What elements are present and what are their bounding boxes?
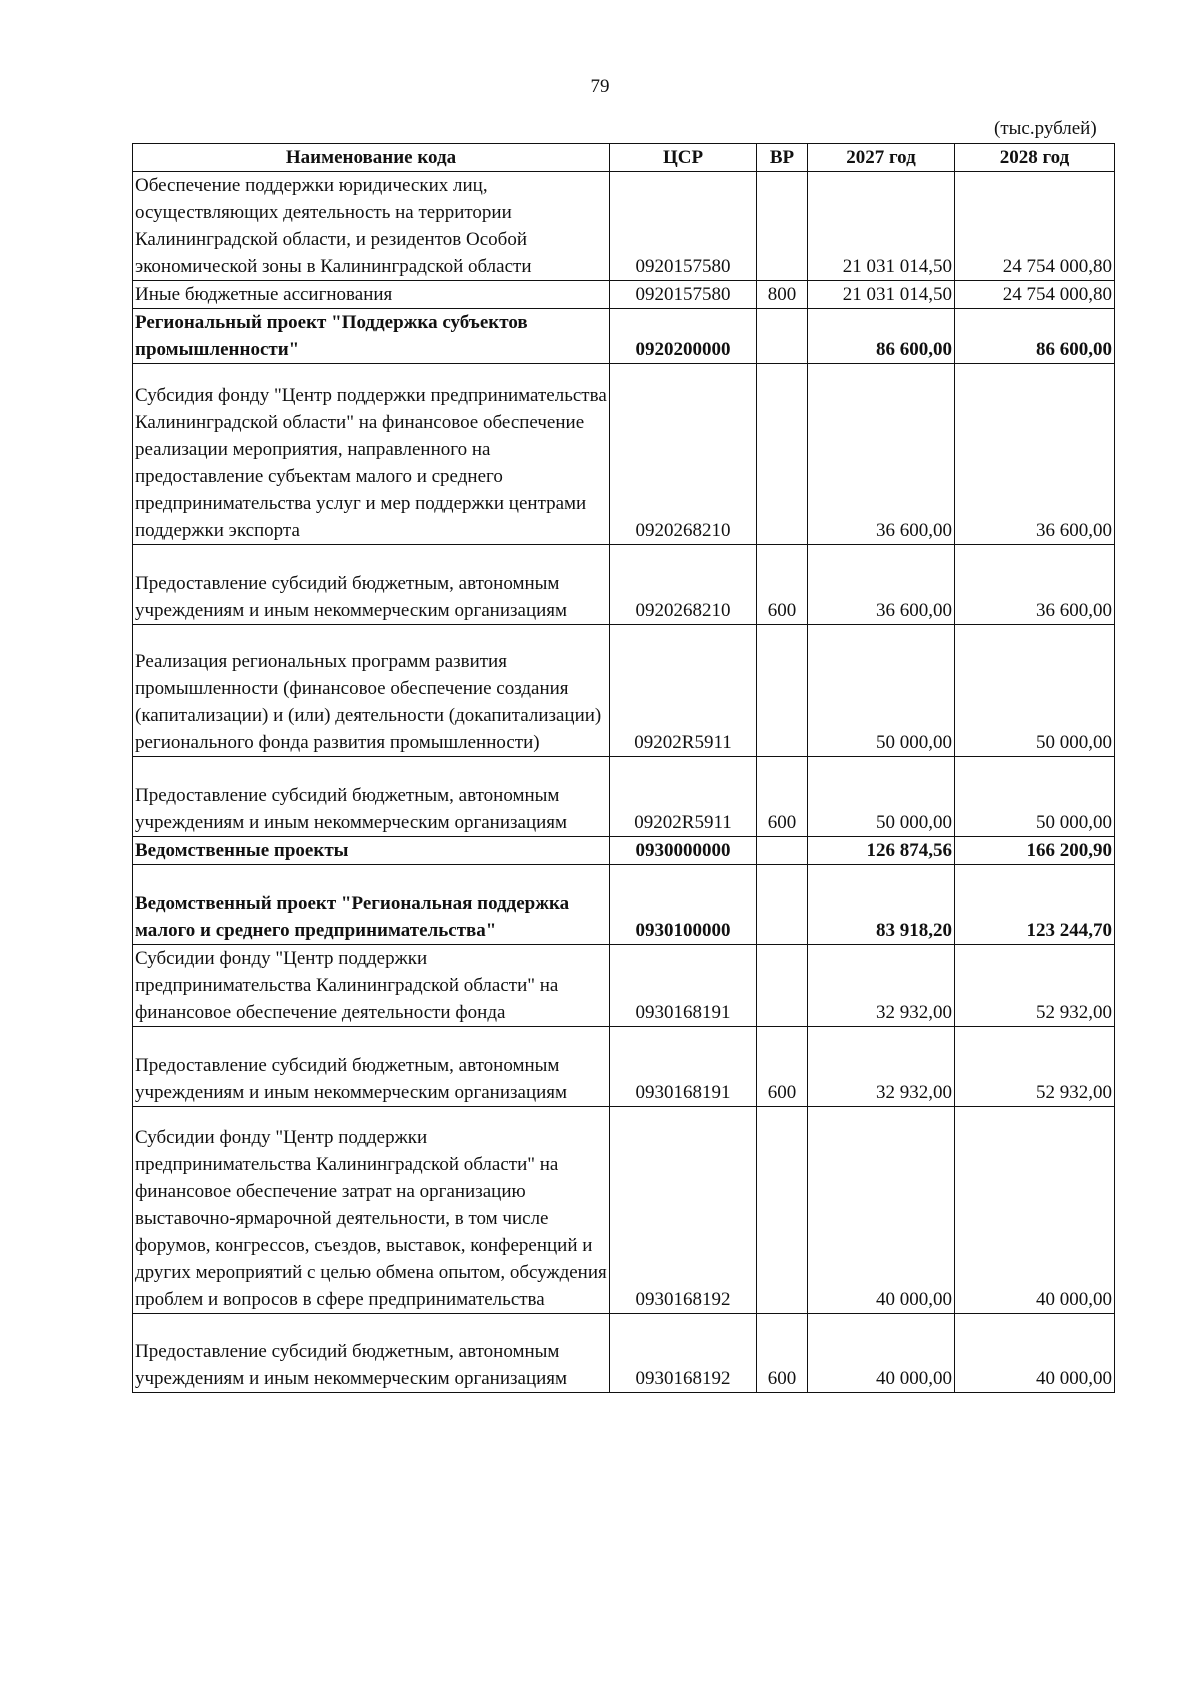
cell-name: Предоставление субсидий бюджетным, автономным учреждениям и иным некоммерческим организациям xyxy=(133,1314,610,1393)
cell-vr: 600 xyxy=(757,545,808,625)
table-row xyxy=(133,172,1115,281)
table-row xyxy=(133,1027,1115,1107)
cell-name: Субсидии фонду "Центр поддержки предпринимательства Калининградской области" на финансовое обеспечение затрат на организацию выставочно-ярмарочной деятельности, в том числе форумов, конгрессов, съездов, выставок, конференций и других мероприятий с целью обмена опытом, обсуждения проблем и вопросов в сфере предпринимательства xyxy=(133,1107,610,1314)
cell-name: Реализация региональных программ развития промышленности (финансовое обеспечение создания (капитализации) и (или) деятельности (докапитализации) регионального фонда развития промышленности) xyxy=(133,625,610,757)
cell-2027: 32 932,00 xyxy=(808,945,955,1027)
table-row xyxy=(133,1107,1115,1314)
cell-2027: 32 932,00 xyxy=(808,1027,955,1107)
cell-2028: 50 000,00 xyxy=(955,757,1115,837)
cell-2027: 50 000,00 xyxy=(808,625,955,757)
cell-csr: 09202R5911 xyxy=(610,625,757,757)
cell-2028: 86 600,00 xyxy=(955,309,1115,364)
cell-2027: 21 031 014,50 xyxy=(808,172,955,281)
table-row xyxy=(133,945,1115,1027)
header-vr: ВР xyxy=(757,144,808,172)
header-name: Наименование кода xyxy=(133,144,610,172)
header-2028: 2028 год xyxy=(955,144,1115,172)
cell-2028: 40 000,00 xyxy=(955,1107,1115,1314)
cell-name: Субсидия фонду "Центр поддержки предпринимательства Калининградской области" на финансовое обеспечение реализации мероприятия, направленного на предоставление субъектам малого и среднего предпринимательства услуг и мер поддержки центрами поддержки экспорта xyxy=(133,364,610,545)
cell-vr xyxy=(757,309,808,364)
table-row xyxy=(133,545,1115,625)
cell-2027: 83 918,20 xyxy=(808,865,955,945)
cell-csr: 0920200000 xyxy=(610,309,757,364)
cell-2028: 24 754 000,80 xyxy=(955,172,1115,281)
cell-vr xyxy=(757,172,808,281)
cell-2027: 50 000,00 xyxy=(808,757,955,837)
cell-vr: 600 xyxy=(757,1027,808,1107)
cell-2027: 21 031 014,50 xyxy=(808,281,955,309)
cell-name: Субсидии фонду "Центр поддержки предпринимательства Калининградской области" на финансовое обеспечение деятельности фонда xyxy=(133,945,610,1027)
cell-name: Ведомственный проект "Региональная поддержка малого и среднего предпринимательства" xyxy=(133,865,610,945)
table-row xyxy=(133,1314,1115,1393)
table-row xyxy=(133,364,1115,545)
cell-csr: 0930100000 xyxy=(610,865,757,945)
cell-2027: 126 874,56 xyxy=(808,837,955,865)
table-row xyxy=(133,865,1115,945)
cell-csr: 0920268210 xyxy=(610,364,757,545)
cell-2028: 52 932,00 xyxy=(955,1027,1115,1107)
cell-csr: 0920268210 xyxy=(610,545,757,625)
cell-vr xyxy=(757,625,808,757)
cell-vr: 600 xyxy=(757,757,808,837)
cell-csr: 0930000000 xyxy=(610,837,757,865)
table-body xyxy=(133,172,1115,1393)
cell-2027: 36 600,00 xyxy=(808,364,955,545)
cell-csr: 0930168192 xyxy=(610,1314,757,1393)
cell-2027: 86 600,00 xyxy=(808,309,955,364)
cell-csr: 0930168191 xyxy=(610,1027,757,1107)
table-row xyxy=(133,757,1115,837)
cell-name: Иные бюджетные ассигнования xyxy=(133,281,610,309)
table-row xyxy=(133,837,1115,865)
cell-vr xyxy=(757,865,808,945)
table-row xyxy=(133,625,1115,757)
cell-vr: 800 xyxy=(757,281,808,309)
cell-2028: 166 200,90 xyxy=(955,837,1115,865)
cell-vr: 600 xyxy=(757,1314,808,1393)
cell-csr: 0920157580 xyxy=(610,281,757,309)
cell-2028: 40 000,00 xyxy=(955,1314,1115,1393)
cell-csr: 0920157580 xyxy=(610,172,757,281)
cell-name: Предоставление субсидий бюджетным, автономным учреждениям и иным некоммерческим организациям xyxy=(133,757,610,837)
header-2027: 2027 год xyxy=(808,144,955,172)
cell-2027: 36 600,00 xyxy=(808,545,955,625)
cell-2028: 36 600,00 xyxy=(955,364,1115,545)
cell-vr xyxy=(757,945,808,1027)
cell-name: Предоставление субсидий бюджетным, автономным учреждениям и иным некоммерческим организациям xyxy=(133,1027,610,1107)
budget-table xyxy=(132,143,1115,1393)
cell-2027: 40 000,00 xyxy=(808,1107,955,1314)
cell-2028: 36 600,00 xyxy=(955,545,1115,625)
cell-csr: 0930168191 xyxy=(610,945,757,1027)
cell-vr xyxy=(757,837,808,865)
cell-vr xyxy=(757,1107,808,1314)
cell-vr xyxy=(757,364,808,545)
cell-2028: 123 244,70 xyxy=(955,865,1115,945)
cell-2028: 24 754 000,80 xyxy=(955,281,1115,309)
table-header-row xyxy=(133,144,1115,172)
cell-csr: 0930168192 xyxy=(610,1107,757,1314)
cell-2027: 40 000,00 xyxy=(808,1314,955,1393)
page-number: 79 xyxy=(590,76,610,97)
units-label: (тыс.рублей) xyxy=(994,118,1097,139)
cell-name: Региональный проект "Поддержка субъектов промышленности" xyxy=(133,309,610,364)
table-row xyxy=(133,281,1115,309)
cell-name: Обеспечение поддержки юридических лиц, осуществляющих деятельность на территории Калининградской области, и резидентов Особой экономической зоны в Калининградской области xyxy=(133,172,610,281)
cell-csr: 09202R5911 xyxy=(610,757,757,837)
cell-name: Ведомственные проекты xyxy=(133,837,610,865)
table-row xyxy=(133,309,1115,364)
cell-2028: 50 000,00 xyxy=(955,625,1115,757)
cell-2028: 52 932,00 xyxy=(955,945,1115,1027)
header-csr: ЦСР xyxy=(610,144,757,172)
cell-name: Предоставление субсидий бюджетным, автономным учреждениям и иным некоммерческим организациям xyxy=(133,545,610,625)
